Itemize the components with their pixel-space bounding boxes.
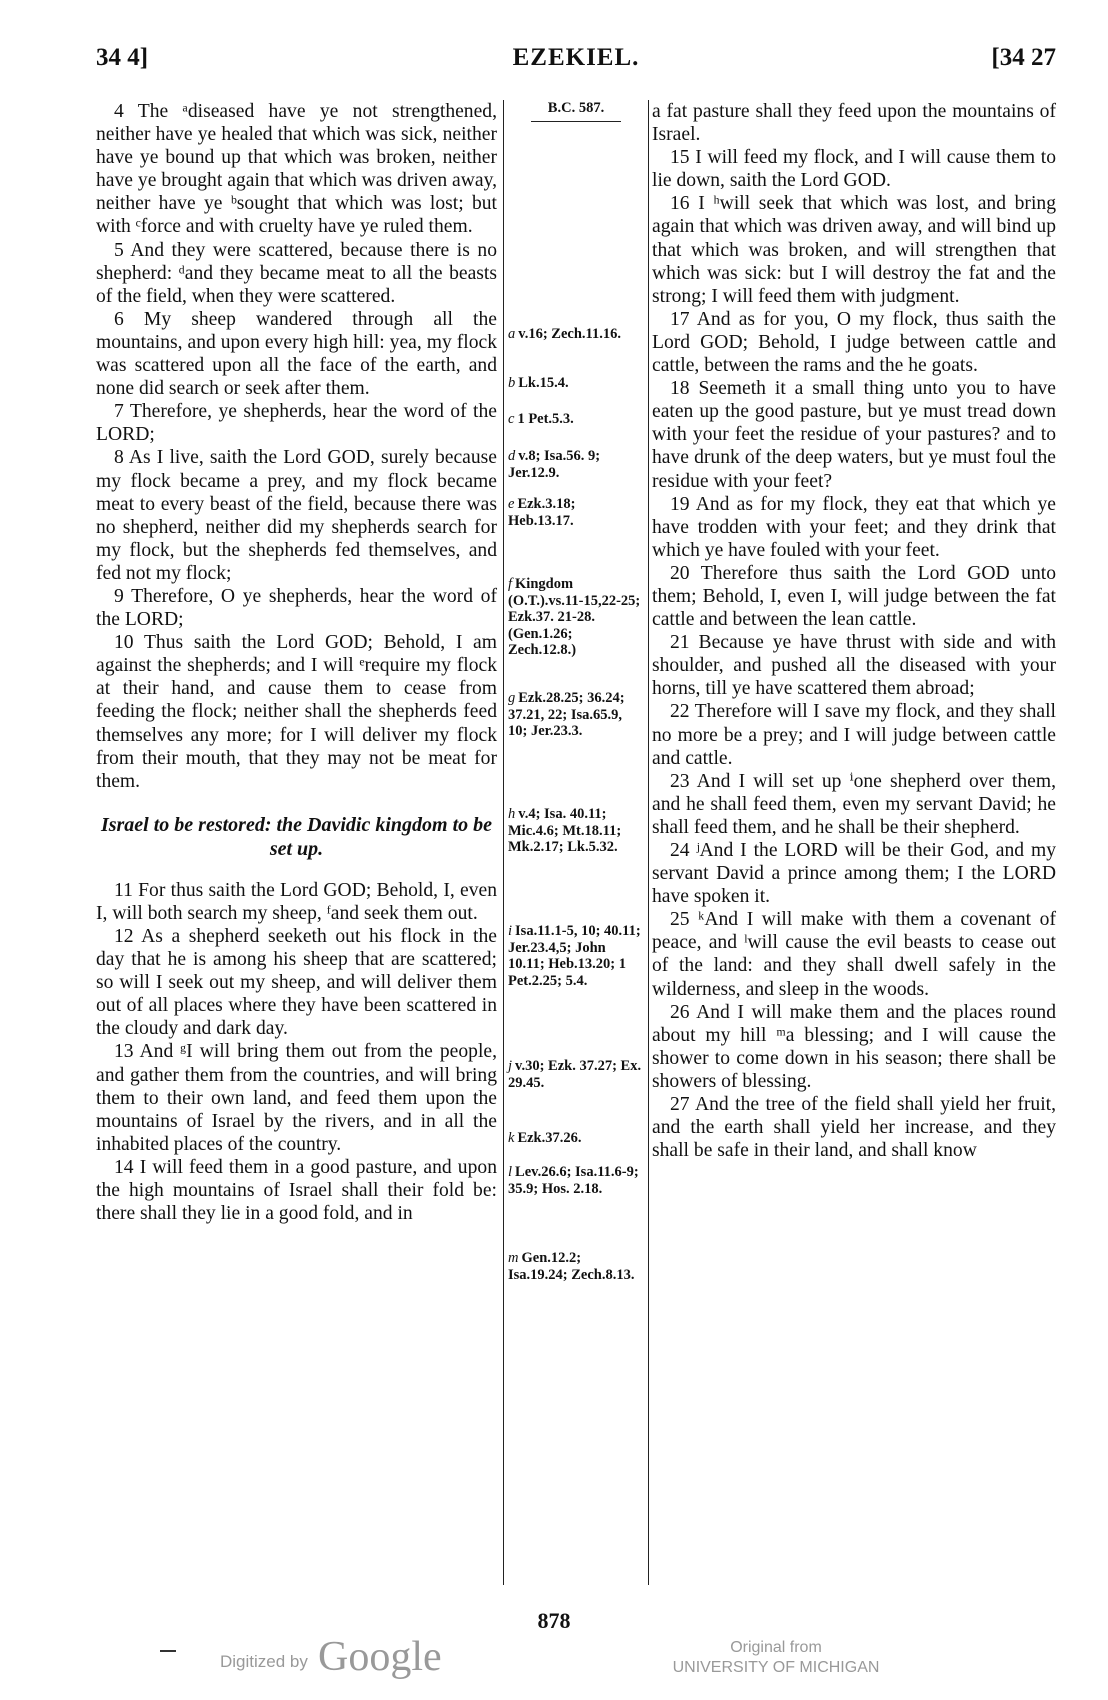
- cross-reference: [508, 1250, 644, 1283]
- column-divider-right: [648, 100, 649, 1585]
- digitized-by-label: Digitized by: [220, 1652, 308, 1671]
- reference-text: v.30; Ezk. 37.27; Ex. 29.45.: [508, 1058, 642, 1091]
- cross-reference: [508, 690, 644, 740]
- reference-key: e: [508, 496, 515, 512]
- university-label: UNIVERSITY OF MICHIGAN: [672, 1659, 880, 1676]
- header-book-title: EZEKIEL.: [512, 44, 640, 71]
- verse: 18 Seemeth it a small thing unto you to have eaten up the good pasture, but ye must tread down with your feet the residue of your pastures? and to have drunk of the deep waters, but ye must foul the residue with your feet?: [652, 378, 1056, 492]
- reference-text: v.16; Zech.11.16.: [518, 326, 621, 342]
- cross-reference: [508, 375, 644, 392]
- verse: 26 And I will make them and the places round about my hill ᵐa blessing; and I will cause the shower to come down in his season; there shall be showers of blessing.: [652, 1001, 1056, 1092]
- cross-reference-column: [508, 100, 644, 1283]
- reference-key: k: [508, 1130, 515, 1146]
- reference-key: g: [508, 690, 516, 706]
- verse: 14 I will feed them in a good pasture, and upon the high mountains of Israel shall their fold be: there shall they lie in a good fold, and in: [96, 1156, 497, 1225]
- cross-reference: [508, 1058, 644, 1091]
- verse: 5 And they were scattered, because there is no shepherd: ᵈand they became meat to all the beasts of the field, when they were scattered.: [96, 239, 497, 307]
- verse-continuation: a fat pasture shall they feed upon the mountains of Israel.: [652, 101, 1056, 146]
- header-chapter-start: 34 4]: [96, 44, 149, 71]
- google-logo: Google: [318, 1634, 442, 1680]
- header-chapter-end: [34 27: [991, 44, 1056, 71]
- verse: 7 Therefore, ye shepherds, hear the word of the LORD;: [96, 401, 497, 446]
- reference-text: Lk.15.4.: [518, 375, 569, 391]
- reference-key: i: [508, 923, 513, 939]
- verse: 21 Because ye have thrust with side and with shoulder, and pushed all the diseased with your horns, till ye have scattered them abroad;: [652, 632, 1056, 700]
- cross-reference: [508, 576, 644, 659]
- reference-text: Ezk.37.26.: [517, 1130, 582, 1146]
- reference-key: h: [508, 806, 516, 822]
- reference-text: Gen.12.2; Isa.19.24; Zech.8.13.: [508, 1250, 635, 1283]
- reference-key: b: [508, 375, 516, 391]
- source-attribution: [660, 1638, 892, 1678]
- era-date: B.C. 587.: [547, 100, 605, 116]
- reference-text: Ezk.28.25; 36.24; 37.21, 22; Isa.65.9, 10; Jer.23.3.: [508, 690, 625, 739]
- verse: 11 For thus saith the Lord GOD; Behold, I, even I, will both search my sheep, ᶠand seek them out.: [96, 879, 497, 924]
- reference-key: d: [508, 448, 516, 464]
- column-divider-left: [503, 100, 504, 1585]
- reference-text: v.8; Isa.56. 9; Jer.12.9.: [508, 448, 601, 481]
- verse: 22 Therefore will I save my flock, and they shall no more be a prey; and I will judge between cattle and cattle.: [652, 701, 1056, 769]
- right-text-column: [652, 100, 1056, 1162]
- verse: 20 Therefore thus saith the Lord GOD unto them; Behold, I, even I, will judge between the fat cattle and between the lean cattle.: [652, 562, 1056, 631]
- verse: 24 ʲAnd I the LORD will be their God, and my servant David a prince among them; I the LORD have spoken it.: [652, 840, 1056, 908]
- cross-reference: [508, 448, 644, 481]
- cross-reference: [508, 923, 644, 989]
- cross-reference: [508, 1164, 644, 1197]
- verse: 16 I ʰwill seek that which was lost, and bring again that which was driven away, and will bind up that which was broken, and will strengthen that which was sick: but I will destroy the fat and the strong; I will feed them with judgment.: [652, 193, 1056, 307]
- reference-text: 1 Pet.5.3.: [517, 411, 574, 427]
- verse: 19 And as for my flock, they eat that which ye have trodden with your feet; and they drink that which ye have fouled with your feet.: [652, 493, 1056, 561]
- cross-reference: [508, 806, 644, 856]
- verse: 23 And I will set up ⁱone shepherd over them, and he shall feed them, even my servant David; he shall feed them, and he shall be their shepherd.: [652, 770, 1056, 838]
- page-number: 878: [537, 1608, 571, 1633]
- reference-key: m: [508, 1250, 519, 1266]
- verse: 9 Therefore, O ye shepherds, hear the word of the LORD;: [96, 585, 497, 631]
- reference-text: Lev.26.6; Isa.11.6-9; 35.9; Hos. 2.18.: [508, 1164, 639, 1197]
- reference-key: l: [508, 1164, 513, 1180]
- verse: 27 And the tree of the field shall yield her fruit, and the earth shall yield her increase, and they shall be safe in their land, and shall know: [652, 1094, 1056, 1162]
- reference-key: f: [508, 576, 513, 592]
- verse: 10 Thus saith the Lord GOD; Behold, I am against the shepherds; and I will ᵉrequire my flock at their hand, and cause them to cease from feeding the flock; neither shall the shepherds feed themselves any more; for I will deliver my flock from their mouth, that they may not be meat for them.: [96, 632, 497, 792]
- verse: 6 My sheep wandered through all the mountains, and upon every high hill: yea, my flock was scattered upon all the face of the earth, and none did search or seek after them.: [96, 308, 497, 400]
- cross-reference: [508, 496, 644, 529]
- reference-text: Kingdom (O.T.).vs.11-15,22-25; Ezk.37. 21-28. (Gen.1.26; Zech.12.8.): [508, 576, 641, 658]
- reference-text: Ezk.3.18; Heb.13.17.: [508, 496, 576, 529]
- original-from-label: Original from: [730, 1639, 822, 1656]
- verse: 4 The ᵃdiseased have ye not strengthened, neither have ye healed that which was sick, neither have ye bound up that which was broken, neither have ye brought again that which was driven away, neither have ye ᵇsought that which was lost; but with ᶜforce and with cruelty have ye ruled them.: [96, 101, 497, 238]
- verse: 17 And as for you, O my flock, thus saith the Lord GOD; Behold, I judge between cattle and cattle, between the rams and the he goats.: [652, 308, 1056, 377]
- reference-key: c: [508, 411, 515, 427]
- cross-reference: [508, 1130, 644, 1147]
- verse: 13 And ᵍI will bring them out from the people, and gather them from the countries, and will bring them to their own land, and feed them upon the mountains of Israel by the rivers, and in all the inhabited places of the country.: [96, 1041, 497, 1155]
- verse: 8 As I live, saith the Lord GOD, surely because my flock became a prey, and my flock became meat to every beast of the field, because there was no shepherd, neither did my shepherds search for my flock, but the shepherds fed themselves, and fed not my flock;: [96, 447, 497, 584]
- verse: 12 As a shepherd seeketh out his flock in the day that he is among his sheep that are scattered; so will I seek out my sheep, and will deliver them out of all places where they have been scattered in the cloudy and dark day.: [96, 926, 497, 1040]
- running-header: [96, 44, 1056, 84]
- left-text-column: [96, 100, 497, 1225]
- cross-reference: [508, 326, 644, 343]
- verse: 15 I will feed my flock, and I will cause them to lie down, saith the Lord GOD.: [652, 147, 1056, 192]
- verse: 25 ᵏAnd I will make with them a covenant of peace, and ˡwill cause the evil beasts to cease out of the land: and they shall dwell safely in the wilderness, and sleep in the woods.: [652, 909, 1056, 1000]
- footer-dash: [160, 1650, 176, 1652]
- era-underline: [531, 121, 621, 122]
- reference-text: v.4; Isa. 40.11; Mic.4.6; Mt.18.11; Mk.2.17; Lk.5.32.: [508, 806, 622, 855]
- reference-key: j: [508, 1058, 513, 1074]
- cross-reference: [508, 411, 644, 428]
- section-heading: Israel to be restored: the Davidic kingdom to be set up.: [100, 813, 493, 860]
- reference-key: a: [508, 326, 516, 342]
- reference-text: Isa.11.1-5, 10; 40.11; Jer.23.4,5; John 10.11; Heb.13.20; 1 Pet.2.25; 5.4.: [508, 923, 641, 989]
